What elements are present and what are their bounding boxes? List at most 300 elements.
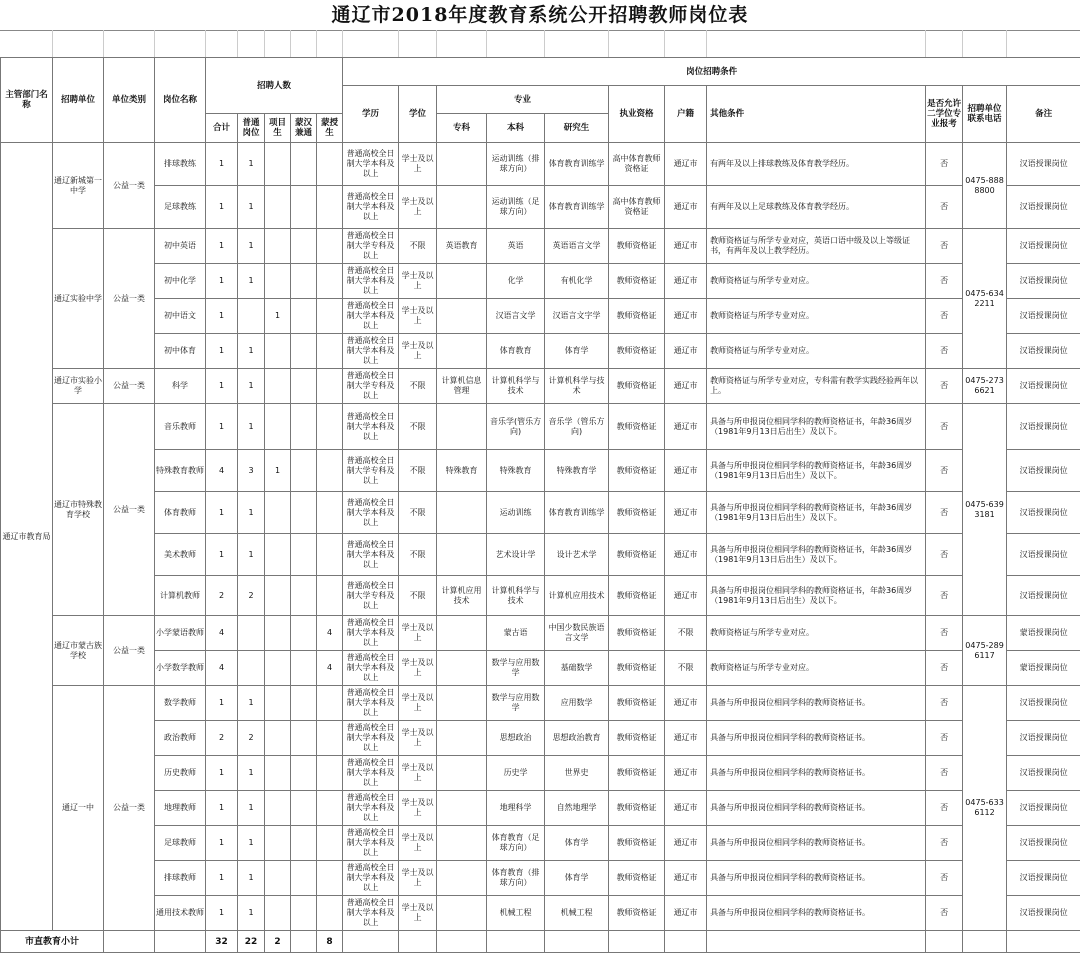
count-project bbox=[265, 404, 291, 450]
count-project bbox=[265, 826, 291, 861]
zhuanke-cell bbox=[437, 686, 487, 721]
count-total: 4 bbox=[206, 651, 238, 686]
benke-cell: 艺术设计学 bbox=[487, 534, 545, 576]
edu-cell: 普通高校全日制大学本科及以上 bbox=[343, 756, 399, 791]
benke-cell: 英语 bbox=[487, 229, 545, 264]
second-degree-cell: 否 bbox=[926, 791, 963, 826]
hukou-cell: 通辽市 bbox=[665, 826, 707, 861]
hukou-cell: 通辽市 bbox=[665, 492, 707, 534]
degree-cell: 不限 bbox=[399, 492, 437, 534]
cert-cell: 教师资格证 bbox=[609, 616, 665, 651]
count-total: 1 bbox=[206, 229, 238, 264]
count-meng-shou bbox=[317, 756, 343, 791]
hukou-cell: 通辽市 bbox=[665, 369, 707, 404]
benke-cell: 体育教育（足球方向） bbox=[487, 826, 545, 861]
count-total: 1 bbox=[206, 492, 238, 534]
subtotal-blank bbox=[399, 931, 437, 953]
other-cell: 具备与所申报岗位相同学科的教师资格证书。 bbox=[707, 826, 926, 861]
edu-cell: 普通高校全日制大学本科及以上 bbox=[343, 404, 399, 450]
count-project bbox=[265, 492, 291, 534]
header-benke: 本科 bbox=[487, 114, 545, 143]
zhuanke-cell bbox=[437, 186, 487, 229]
count-meng-han bbox=[291, 334, 317, 369]
count-meng-han bbox=[291, 450, 317, 492]
subtotal-regular: 22 bbox=[238, 931, 265, 953]
other-cell: 具备与所申报岗位相同学科的教师资格证书。 bbox=[707, 686, 926, 721]
benke-cell: 体育教育 bbox=[487, 334, 545, 369]
remark-cell: 汉语授课岗位 bbox=[1007, 264, 1080, 299]
table-row bbox=[1, 721, 1080, 756]
table-row bbox=[1, 616, 1080, 651]
degree-cell: 学士及以上 bbox=[399, 721, 437, 756]
count-project: 1 bbox=[265, 450, 291, 492]
yanjiusheng-cell: 体育学 bbox=[545, 334, 609, 369]
count-meng-shou bbox=[317, 534, 343, 576]
remark-cell: 汉语授课岗位 bbox=[1007, 534, 1080, 576]
other-cell: 教师资格证与所学专业对应。 bbox=[707, 616, 926, 651]
benke-cell: 运动训练（排球方向） bbox=[487, 143, 545, 186]
count-total: 1 bbox=[206, 686, 238, 721]
count-project bbox=[265, 791, 291, 826]
remark-cell: 汉语授课岗位 bbox=[1007, 756, 1080, 791]
hukou-cell: 通辽市 bbox=[665, 721, 707, 756]
phone-cell: 0475-6342211 bbox=[963, 229, 1007, 369]
unit-type-cell: 公益一类 bbox=[104, 369, 155, 404]
count-meng-shou bbox=[317, 299, 343, 334]
count-total: 1 bbox=[206, 534, 238, 576]
hukou-cell: 不限 bbox=[665, 616, 707, 651]
zhuanke-cell bbox=[437, 616, 487, 651]
subtotal-blank bbox=[1007, 931, 1080, 953]
unit-name-cell: 通辽新城第一中学 bbox=[53, 143, 104, 229]
yanjiusheng-cell: 设计艺术学 bbox=[545, 534, 609, 576]
header-meng-han: 蒙汉兼通 bbox=[291, 114, 317, 143]
count-meng-han bbox=[291, 756, 317, 791]
second-degree-cell: 否 bbox=[926, 721, 963, 756]
subtotal-blank bbox=[665, 931, 707, 953]
benke-cell: 运动训练 bbox=[487, 492, 545, 534]
benke-cell: 数学与应用数学 bbox=[487, 686, 545, 721]
post-name-cell: 初中体育 bbox=[155, 334, 206, 369]
post-name-cell: 美术教师 bbox=[155, 534, 206, 576]
remark-cell: 汉语授课岗位 bbox=[1007, 450, 1080, 492]
table-row bbox=[1, 404, 1080, 450]
cert-cell: 教师资格证 bbox=[609, 534, 665, 576]
count-regular: 1 bbox=[238, 369, 265, 404]
benke-cell: 蒙古语 bbox=[487, 616, 545, 651]
count-meng-shou bbox=[317, 721, 343, 756]
count-project bbox=[265, 229, 291, 264]
cert-cell: 教师资格证 bbox=[609, 404, 665, 450]
count-project bbox=[265, 576, 291, 616]
unit-name-cell: 通辽市特殊教育学校 bbox=[53, 404, 104, 616]
count-project bbox=[265, 651, 291, 686]
edu-cell: 普通高校全日制大学本科及以上 bbox=[343, 299, 399, 334]
benke-cell: 数学与应用数学 bbox=[487, 651, 545, 686]
post-name-cell: 初中英语 bbox=[155, 229, 206, 264]
hukou-cell: 通辽市 bbox=[665, 264, 707, 299]
other-cell: 教师资格证与所学专业对应。 bbox=[707, 264, 926, 299]
count-meng-han bbox=[291, 576, 317, 616]
subtotal-blank bbox=[707, 931, 926, 953]
unit-name-cell: 通辽实验中学 bbox=[53, 229, 104, 369]
second-degree-cell: 否 bbox=[926, 896, 963, 931]
benke-cell: 计算机科学与技术 bbox=[487, 369, 545, 404]
count-regular: 1 bbox=[238, 492, 265, 534]
degree-cell: 学士及以上 bbox=[399, 896, 437, 931]
degree-cell: 学士及以上 bbox=[399, 186, 437, 229]
header-hukou: 户籍 bbox=[665, 86, 707, 143]
count-regular: 1 bbox=[238, 534, 265, 576]
subtotal-blank bbox=[487, 931, 545, 953]
yanjiusheng-cell: 体育学 bbox=[545, 826, 609, 861]
count-meng-shou bbox=[317, 404, 343, 450]
cert-cell: 教师资格证 bbox=[609, 334, 665, 369]
count-total: 2 bbox=[206, 576, 238, 616]
second-degree-cell: 否 bbox=[926, 616, 963, 651]
benke-cell: 化学 bbox=[487, 264, 545, 299]
count-regular: 1 bbox=[238, 229, 265, 264]
second-degree-cell: 否 bbox=[926, 686, 963, 721]
yanjiusheng-cell: 汉语言文字学 bbox=[545, 299, 609, 334]
count-regular: 1 bbox=[238, 186, 265, 229]
benke-cell: 特殊教育 bbox=[487, 450, 545, 492]
count-regular: 1 bbox=[238, 686, 265, 721]
subtotal-blank bbox=[963, 931, 1007, 953]
header-zhuanke: 专科 bbox=[437, 114, 487, 143]
edu-cell: 普通高校全日制大学专科及以上 bbox=[343, 229, 399, 264]
hukou-cell: 通辽市 bbox=[665, 896, 707, 931]
zhuanke-cell bbox=[437, 721, 487, 756]
degree-cell: 不限 bbox=[399, 534, 437, 576]
remark-cell: 汉语授课岗位 bbox=[1007, 186, 1080, 229]
table-row bbox=[1, 450, 1080, 492]
hukou-cell: 通辽市 bbox=[665, 861, 707, 896]
count-regular: 1 bbox=[238, 404, 265, 450]
cert-cell: 教师资格证 bbox=[609, 492, 665, 534]
post-name-cell: 音乐教师 bbox=[155, 404, 206, 450]
cert-cell: 教师资格证 bbox=[609, 229, 665, 264]
phone-cell: 0475-6336112 bbox=[963, 686, 1007, 931]
header-meng-shou: 蒙授生 bbox=[317, 114, 343, 143]
count-regular: 1 bbox=[238, 264, 265, 299]
count-meng-han bbox=[291, 896, 317, 931]
other-cell: 教师资格证与所学专业对应，专科需有教学实践经验两年以上。 bbox=[707, 369, 926, 404]
hukou-cell: 通辽市 bbox=[665, 534, 707, 576]
count-meng-han bbox=[291, 616, 317, 651]
post-name-cell: 体育教师 bbox=[155, 492, 206, 534]
header-edu: 学历 bbox=[343, 86, 399, 143]
other-cell: 具备与所申报岗位相同学科的教师资格证书，年龄36周岁（1981年9月13日后出生）及以下。 bbox=[707, 576, 926, 616]
other-cell: 具备与所申报岗位相同学科的教师资格证书。 bbox=[707, 861, 926, 896]
zhuanke-cell bbox=[437, 791, 487, 826]
zhuanke-cell: 特殊教育 bbox=[437, 450, 487, 492]
count-meng-han bbox=[291, 791, 317, 826]
table-row bbox=[1, 896, 1080, 931]
other-cell: 具备与所申报岗位相同学科的教师资格证书，年龄36周岁（1981年9月13日后出生）及以下。 bbox=[707, 404, 926, 450]
hukou-cell: 通辽市 bbox=[665, 756, 707, 791]
degree-cell: 学士及以上 bbox=[399, 143, 437, 186]
count-meng-shou bbox=[317, 492, 343, 534]
second-degree-cell: 否 bbox=[926, 334, 963, 369]
zhuanke-cell: 英语教育 bbox=[437, 229, 487, 264]
yanjiusheng-cell: 计算机科学与技术 bbox=[545, 369, 609, 404]
count-meng-shou: 4 bbox=[317, 616, 343, 651]
degree-cell: 学士及以上 bbox=[399, 264, 437, 299]
count-total: 1 bbox=[206, 186, 238, 229]
degree-cell: 不限 bbox=[399, 369, 437, 404]
post-name-cell: 初中语文 bbox=[155, 299, 206, 334]
table-row bbox=[1, 826, 1080, 861]
count-meng-shou bbox=[317, 861, 343, 896]
count-project bbox=[265, 186, 291, 229]
cert-cell: 教师资格证 bbox=[609, 861, 665, 896]
count-meng-shou bbox=[317, 450, 343, 492]
cert-cell: 教师资格证 bbox=[609, 299, 665, 334]
hukou-cell: 通辽市 bbox=[665, 299, 707, 334]
zhuanke-cell bbox=[437, 334, 487, 369]
second-degree-cell: 否 bbox=[926, 576, 963, 616]
header-count: 招聘人数 bbox=[206, 58, 343, 114]
second-degree-cell: 否 bbox=[926, 826, 963, 861]
count-meng-han bbox=[291, 686, 317, 721]
zhuanke-cell bbox=[437, 404, 487, 450]
second-degree-cell: 否 bbox=[926, 404, 963, 450]
zhuanke-cell: 计算机应用技术 bbox=[437, 576, 487, 616]
cert-cell: 教师资格证 bbox=[609, 721, 665, 756]
header-major: 专业 bbox=[437, 86, 609, 114]
benke-cell: 历史学 bbox=[487, 756, 545, 791]
other-cell: 具备与所申报岗位相同学科的教师资格证书。 bbox=[707, 791, 926, 826]
second-degree-cell: 否 bbox=[926, 450, 963, 492]
yanjiusheng-cell: 思想政治教育 bbox=[545, 721, 609, 756]
hukou-cell: 通辽市 bbox=[665, 450, 707, 492]
subtotal-blank bbox=[343, 931, 399, 953]
count-meng-han bbox=[291, 186, 317, 229]
count-project bbox=[265, 861, 291, 896]
count-total: 1 bbox=[206, 334, 238, 369]
count-total: 1 bbox=[206, 791, 238, 826]
count-project bbox=[265, 334, 291, 369]
hukou-cell: 通辽市 bbox=[665, 186, 707, 229]
subtotal-blank bbox=[926, 931, 963, 953]
degree-cell: 学士及以上 bbox=[399, 756, 437, 791]
header-unit: 招聘单位 bbox=[53, 58, 104, 143]
cert-cell: 教师资格证 bbox=[609, 756, 665, 791]
edu-cell: 普通高校全日制大学本科及以上 bbox=[343, 616, 399, 651]
count-total: 1 bbox=[206, 143, 238, 186]
count-regular: 1 bbox=[238, 861, 265, 896]
subtotal-blank bbox=[437, 931, 487, 953]
empty-grid-row bbox=[0, 30, 1080, 58]
post-name-cell: 排球教师 bbox=[155, 861, 206, 896]
remark-cell: 汉语授课岗位 bbox=[1007, 861, 1080, 896]
benke-cell: 体育教育（排球方向） bbox=[487, 861, 545, 896]
phone-cell: 0475-2736621 bbox=[963, 369, 1007, 404]
cert-cell: 高中体育教师资格证 bbox=[609, 186, 665, 229]
count-meng-han bbox=[291, 369, 317, 404]
count-meng-shou bbox=[317, 896, 343, 931]
edu-cell: 普通高校全日制大学本科及以上 bbox=[343, 492, 399, 534]
count-meng-han bbox=[291, 264, 317, 299]
zhuanke-cell bbox=[437, 264, 487, 299]
degree-cell: 不限 bbox=[399, 576, 437, 616]
count-total: 1 bbox=[206, 861, 238, 896]
header-dept: 主管部门名称 bbox=[1, 58, 53, 143]
cert-cell: 教师资格证 bbox=[609, 264, 665, 299]
subtotal-blank bbox=[155, 931, 206, 953]
count-project bbox=[265, 143, 291, 186]
post-name-cell: 地理教师 bbox=[155, 791, 206, 826]
header-conditions: 岗位招聘条件 bbox=[343, 58, 1080, 86]
header-degree: 学位 bbox=[399, 86, 437, 143]
count-meng-shou bbox=[317, 686, 343, 721]
header-project: 项目生 bbox=[265, 114, 291, 143]
edu-cell: 普通高校全日制大学本科及以上 bbox=[343, 791, 399, 826]
edu-cell: 普通高校全日制大学专科及以上 bbox=[343, 369, 399, 404]
remark-cell: 汉语授课岗位 bbox=[1007, 686, 1080, 721]
yanjiusheng-cell: 体育教育训练学 bbox=[545, 143, 609, 186]
count-project bbox=[265, 534, 291, 576]
count-total: 1 bbox=[206, 404, 238, 450]
cert-cell: 教师资格证 bbox=[609, 896, 665, 931]
post-name-cell: 小学蒙语教师 bbox=[155, 616, 206, 651]
count-meng-shou bbox=[317, 576, 343, 616]
edu-cell: 普通高校全日制大学本科及以上 bbox=[343, 186, 399, 229]
count-project bbox=[265, 264, 291, 299]
dept-name-cell: 通辽市教育局 bbox=[1, 143, 53, 931]
header-regular: 普通岗位 bbox=[238, 114, 265, 143]
count-project bbox=[265, 369, 291, 404]
unit-type-cell: 公益一类 bbox=[104, 616, 155, 686]
header-second-degree: 是否允许二学位专业报考 bbox=[926, 86, 963, 143]
other-cell: 有两年及以上排球教练及体育教学经历。 bbox=[707, 143, 926, 186]
header-phone: 招聘单位联系电话 bbox=[963, 86, 1007, 143]
other-cell: 具备与所申报岗位相同学科的教师资格证书，年龄36周岁（1981年9月13日后出生）及以下。 bbox=[707, 534, 926, 576]
hukou-cell: 通辽市 bbox=[665, 334, 707, 369]
count-meng-han bbox=[291, 826, 317, 861]
yanjiusheng-cell: 体育学 bbox=[545, 861, 609, 896]
second-degree-cell: 否 bbox=[926, 143, 963, 186]
count-meng-shou bbox=[317, 826, 343, 861]
yanjiusheng-cell: 应用数学 bbox=[545, 686, 609, 721]
count-regular: 1 bbox=[238, 826, 265, 861]
count-meng-han bbox=[291, 229, 317, 264]
degree-cell: 学士及以上 bbox=[399, 616, 437, 651]
count-project bbox=[265, 721, 291, 756]
count-regular bbox=[238, 651, 265, 686]
count-meng-han bbox=[291, 299, 317, 334]
post-name-cell: 政治教师 bbox=[155, 721, 206, 756]
count-regular: 3 bbox=[238, 450, 265, 492]
edu-cell: 普通高校全日制大学本科及以上 bbox=[343, 896, 399, 931]
table-row bbox=[1, 334, 1080, 369]
count-meng-shou bbox=[317, 791, 343, 826]
yanjiusheng-cell: 机械工程 bbox=[545, 896, 609, 931]
subtotal-blank bbox=[545, 931, 609, 953]
unit-type-cell: 公益一类 bbox=[104, 229, 155, 369]
count-meng-han bbox=[291, 143, 317, 186]
count-total: 1 bbox=[206, 299, 238, 334]
cert-cell: 高中体育教师资格证 bbox=[609, 143, 665, 186]
benke-cell: 机械工程 bbox=[487, 896, 545, 931]
count-project bbox=[265, 756, 291, 791]
phone-cell: 0475-6393181 bbox=[963, 404, 1007, 616]
cert-cell: 教师资格证 bbox=[609, 686, 665, 721]
count-meng-shou bbox=[317, 334, 343, 369]
count-regular: 1 bbox=[238, 143, 265, 186]
table-row bbox=[1, 229, 1080, 264]
count-meng-han bbox=[291, 651, 317, 686]
count-meng-shou: 4 bbox=[317, 651, 343, 686]
benke-cell: 地理科学 bbox=[487, 791, 545, 826]
subtotal-meng-shou: 8 bbox=[317, 931, 343, 953]
zhuanke-cell bbox=[437, 143, 487, 186]
remark-cell: 汉语授课岗位 bbox=[1007, 229, 1080, 264]
zhuanke-cell bbox=[437, 756, 487, 791]
edu-cell: 普通高校全日制大学本科及以上 bbox=[343, 721, 399, 756]
cert-cell: 教师资格证 bbox=[609, 651, 665, 686]
unit-type-cell: 公益一类 bbox=[104, 686, 155, 931]
remark-cell: 蒙语授课岗位 bbox=[1007, 616, 1080, 651]
unit-type-cell: 公益一类 bbox=[104, 143, 155, 229]
post-name-cell: 通用技术教师 bbox=[155, 896, 206, 931]
edu-cell: 普通高校全日制大学专科及以上 bbox=[343, 450, 399, 492]
degree-cell: 学士及以上 bbox=[399, 651, 437, 686]
zhuanke-cell bbox=[437, 861, 487, 896]
benke-cell: 计算机科学与技术 bbox=[487, 576, 545, 616]
count-meng-han bbox=[291, 721, 317, 756]
yanjiusheng-cell: 英语语言文学 bbox=[545, 229, 609, 264]
subtotal-blank bbox=[609, 931, 665, 953]
zhuanke-cell bbox=[437, 651, 487, 686]
other-cell: 教师资格证与所学专业对应。 bbox=[707, 651, 926, 686]
count-regular bbox=[238, 616, 265, 651]
hukou-cell: 通辽市 bbox=[665, 404, 707, 450]
cert-cell: 教师资格证 bbox=[609, 791, 665, 826]
cert-cell: 教师资格证 bbox=[609, 576, 665, 616]
count-total: 1 bbox=[206, 896, 238, 931]
phone-cell: 0475-8888800 bbox=[963, 143, 1007, 229]
count-project: 1 bbox=[265, 299, 291, 334]
second-degree-cell: 否 bbox=[926, 369, 963, 404]
subtotal-total: 32 bbox=[206, 931, 238, 953]
table-row bbox=[1, 791, 1080, 826]
post-name-cell: 科学 bbox=[155, 369, 206, 404]
other-cell: 具备与所申报岗位相同学科的教师资格证书。 bbox=[707, 896, 926, 931]
edu-cell: 普通高校全日制大学本科及以上 bbox=[343, 826, 399, 861]
degree-cell: 学士及以上 bbox=[399, 334, 437, 369]
remark-cell: 汉语授课岗位 bbox=[1007, 791, 1080, 826]
edu-cell: 普通高校全日制大学本科及以上 bbox=[343, 334, 399, 369]
edu-cell: 普通高校全日制大学本科及以上 bbox=[343, 861, 399, 896]
yanjiusheng-cell: 体育教育训练学 bbox=[545, 492, 609, 534]
hukou-cell: 通辽市 bbox=[665, 791, 707, 826]
other-cell: 有两年及以上足球教练及体育教学经历。 bbox=[707, 186, 926, 229]
benke-cell: 思想政治 bbox=[487, 721, 545, 756]
remark-cell: 汉语授课岗位 bbox=[1007, 492, 1080, 534]
yanjiusheng-cell: 基础数学 bbox=[545, 651, 609, 686]
count-meng-shou bbox=[317, 264, 343, 299]
table-row bbox=[1, 143, 1080, 186]
remark-cell: 汉语授课岗位 bbox=[1007, 896, 1080, 931]
count-total: 1 bbox=[206, 369, 238, 404]
count-project bbox=[265, 686, 291, 721]
count-meng-shou bbox=[317, 143, 343, 186]
count-regular: 1 bbox=[238, 896, 265, 931]
yanjiusheng-cell: 体育教育训练学 bbox=[545, 186, 609, 229]
table-row bbox=[1, 861, 1080, 896]
